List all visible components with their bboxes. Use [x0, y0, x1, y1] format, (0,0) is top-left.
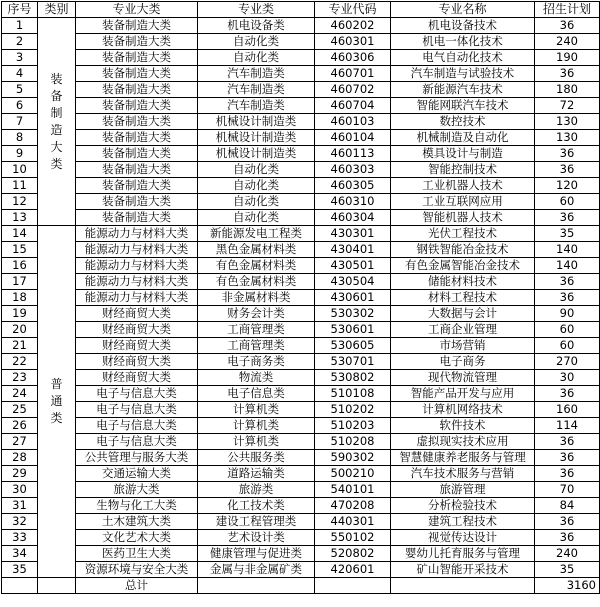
row-code: 430301	[315, 226, 391, 242]
row-code: 500210	[315, 466, 391, 482]
row-major-category: 装备制造大类	[76, 18, 198, 34]
row-code: 470208	[315, 498, 391, 514]
row-no: 4	[2, 66, 38, 82]
row-major-class: 汽车制造类	[198, 98, 315, 114]
row-no: 17	[2, 274, 38, 290]
row-major-class: 工商管理类	[198, 338, 315, 354]
table-row	[2, 178, 600, 194]
row-name: 有色金属智能冶金技术	[391, 258, 535, 274]
row-plan: 60	[535, 322, 600, 338]
table-row	[2, 82, 600, 98]
row-no: 22	[2, 354, 38, 370]
row-major-class: 自动化类	[198, 162, 315, 178]
row-major-category: 装备制造大类	[76, 130, 198, 146]
row-plan: 240	[535, 34, 600, 50]
table-row	[2, 370, 600, 386]
table-row	[2, 402, 600, 418]
total-blank-no	[2, 578, 38, 594]
row-plan: 36	[535, 162, 600, 178]
row-no: 7	[2, 114, 38, 130]
row-code: 530802	[315, 370, 391, 386]
row-plan: 36	[535, 66, 600, 82]
row-major-class: 化工技术类	[198, 498, 315, 514]
table-row	[2, 258, 600, 274]
row-no: 13	[2, 210, 38, 226]
row-major-class: 汽车制造类	[198, 66, 315, 82]
table-row	[2, 226, 600, 242]
row-name: 市场营销	[391, 338, 535, 354]
row-major-class: 电子商务类	[198, 354, 315, 370]
row-major-category: 交通运输大类	[76, 466, 198, 482]
row-major-category: 能源动力与材料大类	[76, 258, 198, 274]
row-no: 31	[2, 498, 38, 514]
row-plan: 180	[535, 82, 600, 98]
row-code: 510208	[315, 434, 391, 450]
row-plan: 35	[535, 226, 600, 242]
row-name: 数控技术	[391, 114, 535, 130]
row-code: 590302	[315, 450, 391, 466]
row-no: 27	[2, 434, 38, 450]
row-plan: 70	[535, 482, 600, 498]
row-code: 460202	[315, 18, 391, 34]
table-row	[2, 450, 600, 466]
row-code: 460113	[315, 146, 391, 162]
header-major-category: 专业大类	[76, 2, 198, 18]
row-plan: 30	[535, 370, 600, 386]
row-plan: 36	[535, 290, 600, 306]
row-no: 25	[2, 402, 38, 418]
row-major-category: 财经商贸大类	[76, 338, 198, 354]
row-major-category: 装备制造大类	[76, 194, 198, 210]
row-code: 430501	[315, 258, 391, 274]
table-body	[2, 18, 600, 578]
category-char: 备	[50, 88, 63, 103]
row-plan: 72	[535, 98, 600, 114]
row-name: 汽车技术服务与营销	[391, 466, 535, 482]
header-plan: 招生计划	[535, 2, 600, 18]
table-row	[2, 562, 600, 578]
row-no: 2	[2, 34, 38, 50]
row-plan: 36	[535, 146, 600, 162]
row-name: 电气自动化技术	[391, 50, 535, 66]
table-row	[2, 130, 600, 146]
row-no: 14	[2, 226, 38, 242]
row-major-category: 电子与信息大类	[76, 418, 198, 434]
row-major-category: 能源动力与材料大类	[76, 242, 198, 258]
row-no: 26	[2, 418, 38, 434]
row-no: 11	[2, 178, 38, 194]
row-plan: 240	[535, 546, 600, 562]
row-major-category: 公共管理与服务大类	[76, 450, 198, 466]
row-plan: 120	[535, 178, 600, 194]
row-plan: 270	[535, 354, 600, 370]
header-code: 专业代码	[315, 2, 391, 18]
row-major-class: 机电设备类	[198, 18, 315, 34]
row-no: 24	[2, 386, 38, 402]
row-no: 29	[2, 466, 38, 482]
row-major-category: 能源动力与材料大类	[76, 274, 198, 290]
category-char: 装	[50, 71, 63, 86]
row-major-category: 电子与信息大类	[76, 386, 198, 402]
table-row	[2, 434, 600, 450]
table-row	[2, 98, 600, 114]
row-no: 16	[2, 258, 38, 274]
row-no: 5	[2, 82, 38, 98]
row-plan: 36	[535, 450, 600, 466]
header-category: 类别	[38, 2, 76, 18]
row-no: 18	[2, 290, 38, 306]
row-plan: 36	[535, 434, 600, 450]
row-code: 460303	[315, 162, 391, 178]
row-major-class: 自动化类	[198, 178, 315, 194]
row-code: 530601	[315, 322, 391, 338]
category-char: 类	[50, 156, 63, 171]
row-code: 460304	[315, 210, 391, 226]
table-row	[2, 306, 600, 322]
row-code: 530701	[315, 354, 391, 370]
table-row	[2, 514, 600, 530]
row-major-class: 健康管理与促进类	[198, 546, 315, 562]
table-row	[2, 530, 600, 546]
row-plan: 60	[535, 338, 600, 354]
row-major-category: 文化艺术大类	[76, 530, 198, 546]
row-major-class: 计算机类	[198, 418, 315, 434]
row-plan: 36	[535, 274, 600, 290]
table-row	[2, 322, 600, 338]
table-row	[2, 290, 600, 306]
row-no: 32	[2, 514, 38, 530]
category-char: 造	[50, 122, 63, 137]
row-name: 计算机网络技术	[391, 402, 535, 418]
total-label: 总计	[76, 578, 198, 594]
row-code: 460306	[315, 50, 391, 66]
header-name: 专业名称	[391, 2, 535, 18]
row-name: 现代物流管理	[391, 370, 535, 386]
row-name: 模具设计与制造	[391, 146, 535, 162]
row-major-class: 机械设计制造类	[198, 114, 315, 130]
row-major-category: 装备制造大类	[76, 210, 198, 226]
row-no: 8	[2, 130, 38, 146]
row-name: 分析检验技术	[391, 498, 535, 514]
row-major-category: 资源环境与安全大类	[76, 562, 198, 578]
row-code: 460310	[315, 194, 391, 210]
row-major-class: 工商管理类	[198, 322, 315, 338]
row-name: 婴幼儿托育服务与管理	[391, 546, 535, 562]
row-major-class: 公共服务类	[198, 450, 315, 466]
row-name: 建筑工程技术	[391, 514, 535, 530]
row-major-category: 财经商贸大类	[76, 322, 198, 338]
row-major-class: 艺术设计类	[198, 530, 315, 546]
table-row	[2, 34, 600, 50]
row-code: 550102	[315, 530, 391, 546]
row-major-class: 非金属材料类	[198, 290, 315, 306]
row-major-class: 机械设计制造类	[198, 146, 315, 162]
row-plan: 36	[535, 530, 600, 546]
row-name: 工商企业管理	[391, 322, 535, 338]
table-row	[2, 546, 600, 562]
row-plan: 160	[535, 402, 600, 418]
row-major-category: 财经商贸大类	[76, 306, 198, 322]
row-no: 12	[2, 194, 38, 210]
row-code: 440301	[315, 514, 391, 530]
row-name: 储能材料技术	[391, 274, 535, 290]
row-no: 34	[2, 546, 38, 562]
row-major-class: 计算机类	[198, 434, 315, 450]
row-name: 机械制造及自动化	[391, 130, 535, 146]
row-plan: 140	[535, 242, 600, 258]
row-major-category: 财经商贸大类	[76, 370, 198, 386]
row-no: 10	[2, 162, 38, 178]
row-major-category: 电子与信息大类	[76, 402, 198, 418]
row-name: 工业机器人技术	[391, 178, 535, 194]
row-code: 460701	[315, 66, 391, 82]
row-plan: 190	[535, 50, 600, 66]
row-code: 460305	[315, 178, 391, 194]
category-char: 通	[50, 394, 63, 408]
row-major-category: 生物与化工大类	[76, 498, 198, 514]
row-no: 35	[2, 562, 38, 578]
row-major-class: 黑色金属材料类	[198, 242, 315, 258]
table-row	[2, 162, 600, 178]
category-equipment	[38, 18, 76, 226]
row-name: 新能源汽车技术	[391, 82, 535, 98]
row-plan: 36	[535, 386, 600, 402]
total-blank-code	[315, 578, 391, 594]
row-no: 15	[2, 242, 38, 258]
row-plan: 84	[535, 498, 600, 514]
table-row	[2, 18, 600, 34]
row-name: 软件技术	[391, 418, 535, 434]
row-name: 智慧健康养老服务与管理	[391, 450, 535, 466]
row-code: 460104	[315, 130, 391, 146]
row-major-class: 新能源发电工程类	[198, 226, 315, 242]
row-no: 33	[2, 530, 38, 546]
row-no: 6	[2, 98, 38, 114]
row-code: 420601	[315, 562, 391, 578]
table-row	[2, 146, 600, 162]
row-name: 智能控制技术	[391, 162, 535, 178]
total-blank-name	[391, 578, 535, 594]
row-major-category: 装备制造大类	[76, 66, 198, 82]
row-major-category: 财经商贸大类	[76, 354, 198, 370]
header-no: 序号	[2, 2, 38, 18]
row-major-category: 土木建筑大类	[76, 514, 198, 530]
table-row	[2, 498, 600, 514]
row-major-category: 装备制造大类	[76, 34, 198, 50]
table-row	[2, 466, 600, 482]
row-code: 460301	[315, 34, 391, 50]
row-major-class: 自动化类	[198, 210, 315, 226]
table-row	[2, 66, 600, 82]
row-plan: 90	[535, 306, 600, 322]
row-major-category: 装备制造大类	[76, 50, 198, 66]
row-no: 28	[2, 450, 38, 466]
row-code: 430601	[315, 290, 391, 306]
row-no: 30	[2, 482, 38, 498]
row-major-category: 装备制造大类	[76, 178, 198, 194]
row-no: 19	[2, 306, 38, 322]
row-code: 430401	[315, 242, 391, 258]
row-plan: 36	[535, 210, 600, 226]
category-char: 类	[50, 411, 63, 425]
row-no: 23	[2, 370, 38, 386]
row-major-class: 财务会计类	[198, 306, 315, 322]
row-code: 460702	[315, 82, 391, 98]
row-major-class: 有色金属材料类	[198, 274, 315, 290]
row-name: 汽车制造与试验技术	[391, 66, 535, 82]
row-name: 机电设备技术	[391, 18, 535, 34]
table-row	[2, 242, 600, 258]
row-code: 530302	[315, 306, 391, 322]
row-name: 大数据与会计	[391, 306, 535, 322]
row-plan: 130	[535, 114, 600, 130]
table-row	[2, 194, 600, 210]
row-code: 460103	[315, 114, 391, 130]
table-row	[2, 354, 600, 370]
row-no: 20	[2, 322, 38, 338]
row-name: 旅游管理	[391, 482, 535, 498]
table-row	[2, 210, 600, 226]
table-row	[2, 386, 600, 402]
table-row	[2, 114, 600, 130]
row-code: 510203	[315, 418, 391, 434]
row-major-class: 旅游类	[198, 482, 315, 498]
row-name: 智能机器人技术	[391, 210, 535, 226]
total-blank-class	[198, 578, 315, 594]
row-name: 工业互联网应用	[391, 194, 535, 210]
enrollment-table	[1, 1, 600, 594]
row-major-class: 自动化类	[198, 50, 315, 66]
row-code: 510108	[315, 386, 391, 402]
table-row	[2, 482, 600, 498]
row-name: 机电一体化技术	[391, 34, 535, 50]
row-plan: 114	[535, 418, 600, 434]
row-name: 材料工程技术	[391, 290, 535, 306]
header-row	[2, 2, 600, 18]
total-value: 3160	[535, 578, 600, 594]
row-major-class: 自动化类	[198, 34, 315, 50]
row-major-class: 机械设计制造类	[198, 130, 315, 146]
row-major-category: 能源动力与材料大类	[76, 226, 198, 242]
row-no: 9	[2, 146, 38, 162]
row-name: 矿山智能开采技术	[391, 562, 535, 578]
row-name: 智能产品开发与应用	[391, 386, 535, 402]
category-char: 大	[50, 139, 63, 154]
row-major-class: 物流类	[198, 370, 315, 386]
total-row	[2, 578, 600, 594]
row-code: 430504	[315, 274, 391, 290]
header-major-class: 专业类	[198, 2, 315, 18]
row-major-category: 装备制造大类	[76, 146, 198, 162]
row-name: 虚拟现实技术应用	[391, 434, 535, 450]
row-major-class: 计算机类	[198, 402, 315, 418]
row-plan: 36	[535, 466, 600, 482]
row-major-class: 金属与非金属矿类	[198, 562, 315, 578]
row-major-category: 旅游大类	[76, 482, 198, 498]
row-code: 460704	[315, 98, 391, 114]
row-major-class: 有色金属材料类	[198, 258, 315, 274]
row-major-category: 装备制造大类	[76, 114, 198, 130]
row-name: 钢铁智能冶金技术	[391, 242, 535, 258]
row-major-class: 汽车制造类	[198, 82, 315, 98]
table-row	[2, 274, 600, 290]
table-row	[2, 418, 600, 434]
row-name: 智能网联汽车技术	[391, 98, 535, 114]
row-code: 510202	[315, 402, 391, 418]
row-no: 1	[2, 18, 38, 34]
row-name: 光伏工程技术	[391, 226, 535, 242]
table-row	[2, 50, 600, 66]
row-major-category: 医药卫生大类	[76, 546, 198, 562]
row-major-category: 装备制造大类	[76, 98, 198, 114]
row-no: 21	[2, 338, 38, 354]
category-general	[38, 226, 76, 578]
row-code: 540101	[315, 482, 391, 498]
row-major-category: 装备制造大类	[76, 82, 198, 98]
row-major-category: 能源动力与材料大类	[76, 290, 198, 306]
row-name: 电子商务	[391, 354, 535, 370]
table-row	[2, 338, 600, 354]
row-major-class: 电子信息类	[198, 386, 315, 402]
row-no: 3	[2, 50, 38, 66]
row-major-class: 道路运输类	[198, 466, 315, 482]
row-plan: 35	[535, 562, 600, 578]
total-blank-cat	[38, 578, 76, 594]
row-plan: 140	[535, 258, 600, 274]
row-major-category: 电子与信息大类	[76, 434, 198, 450]
row-plan: 130	[535, 130, 600, 146]
row-name: 视觉传达设计	[391, 530, 535, 546]
row-major-class: 自动化类	[198, 194, 315, 210]
row-plan: 60	[535, 194, 600, 210]
row-plan: 36	[535, 514, 600, 530]
row-major-category: 装备制造大类	[76, 162, 198, 178]
row-plan: 36	[535, 18, 600, 34]
row-code: 530605	[315, 338, 391, 354]
category-char: 制	[50, 105, 63, 120]
row-major-class: 建设工程管理类	[198, 514, 315, 530]
category-char: 普	[50, 377, 63, 391]
row-code: 520802	[315, 546, 391, 562]
